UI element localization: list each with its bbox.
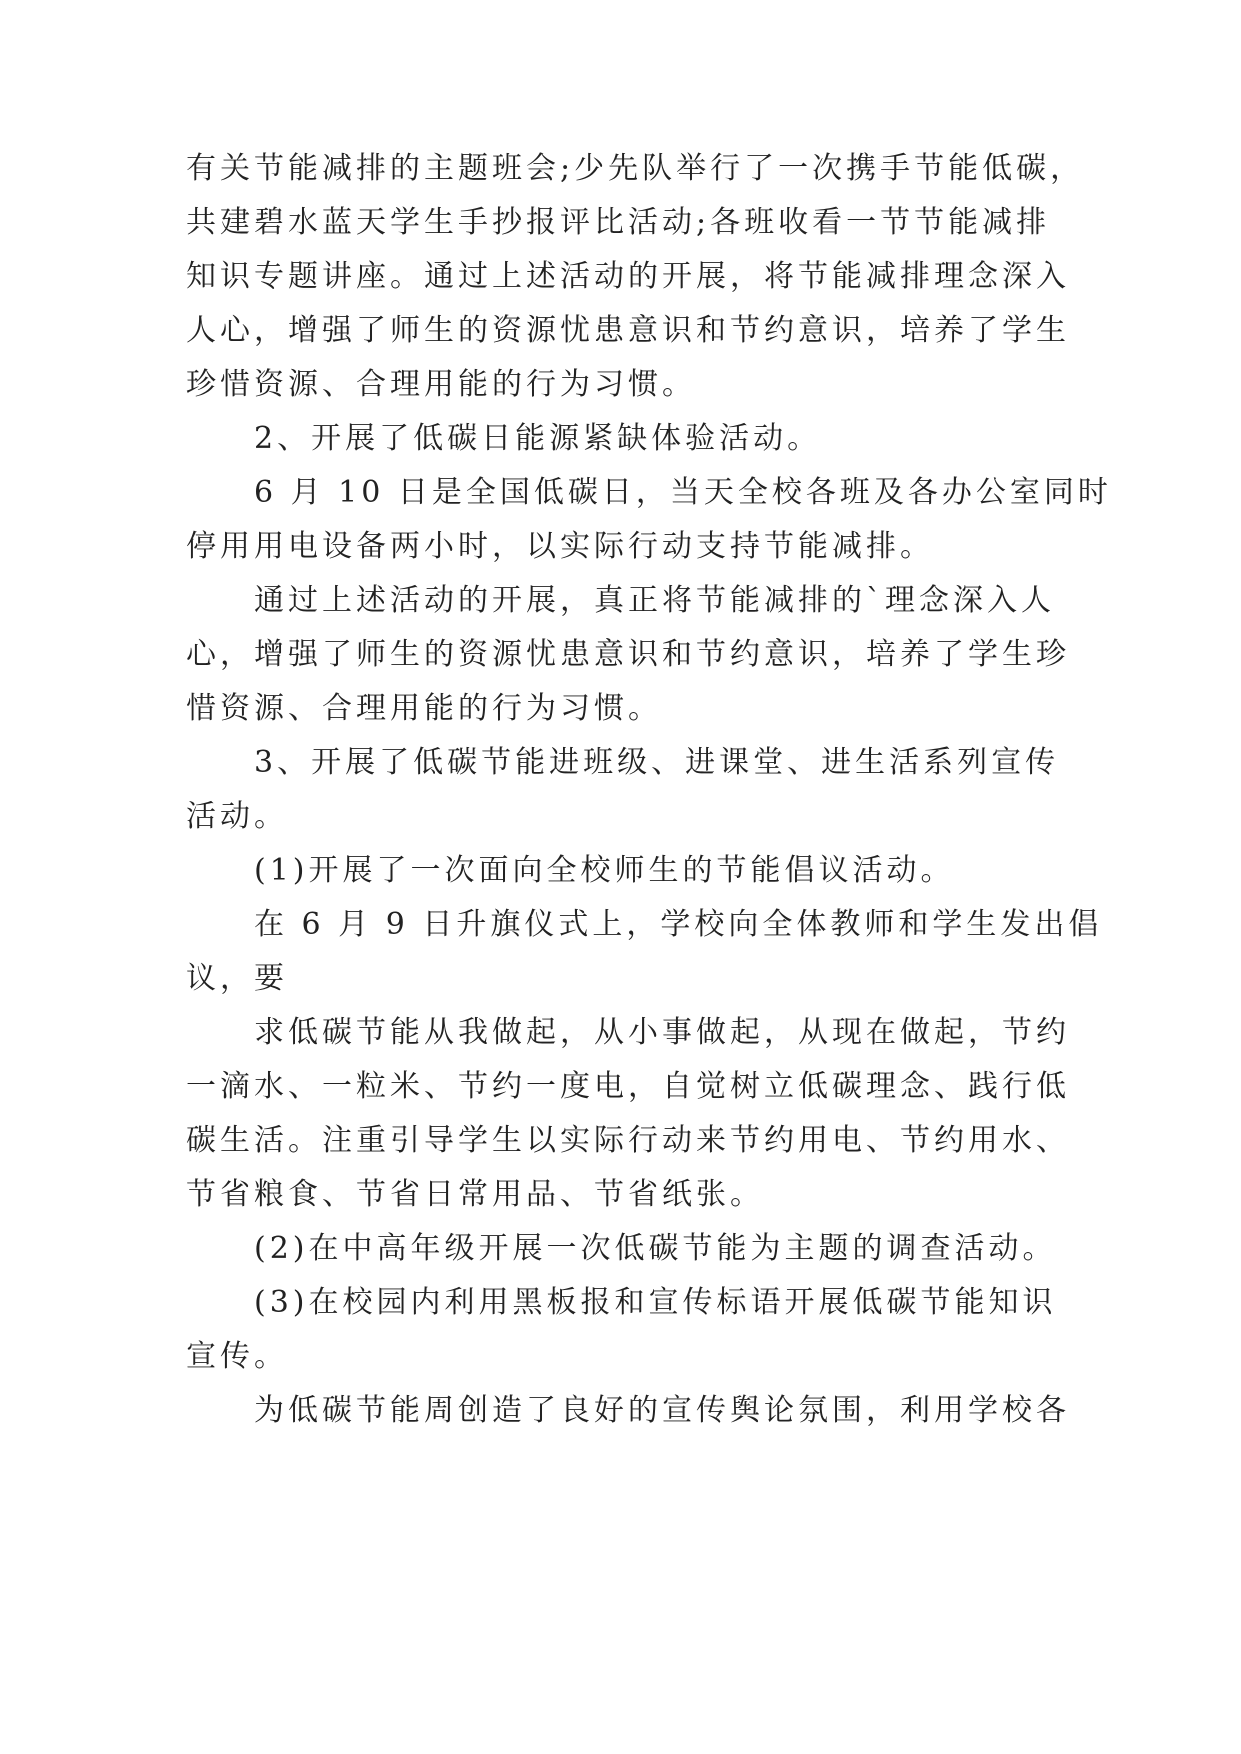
text-line: 心，增强了师生的资源忧患意识和节约意识，培养了学生珍: [186, 637, 1070, 672]
text-line: 6 月 10 日是全国低碳日，当天全校各班及各办公室同时: [254, 475, 1112, 510]
text-line: (3)在校园内利用黑板报和宣传标语开展低碳节能知识: [254, 1285, 1057, 1320]
text-line: 节省粮食、节省日常用品、节省纸张。: [186, 1177, 764, 1212]
text-line: 停用用电设备两小时，以实际行动支持节能减排。: [186, 529, 934, 564]
text-line: 议，要: [186, 961, 288, 996]
text-line: 3、开展了低碳节能进班级、进课堂、进生活系列宣传: [254, 745, 1060, 780]
text-line: 惜资源、合理用能的行为习惯。: [186, 691, 662, 726]
text-line: 通过上述活动的开展，真正将节能减排的`理念深入人: [254, 583, 1055, 618]
text-line: (1)开展了一次面向全校师生的节能倡议活动。: [254, 853, 955, 888]
text-line: 知识专题讲座。通过上述活动的开展，将节能减排理念深入: [186, 259, 1070, 294]
text-line: 求低碳节能从我做起，从小事做起，从现在做起，节约: [254, 1015, 1070, 1050]
text-line: 活动。: [186, 799, 288, 834]
text-line: (2)在中高年级开展一次低碳节能为主题的调查活动。: [254, 1231, 1057, 1266]
text-line: 在 6 月 9 日升旗仪式上，学校向全体教师和学生发出倡: [254, 907, 1103, 942]
text-line: 人心，增强了师生的资源忧患意识和节约意识，培养了学生: [186, 313, 1070, 348]
text-line: 有关节能减排的主题班会;少先队举行了一次携手节能低碳，: [186, 151, 1085, 186]
text-line: 为低碳节能周创造了良好的宣传舆论氛围，利用学校各: [254, 1393, 1070, 1428]
text-line: 宣传。: [186, 1339, 288, 1374]
text-line: 碳生活。注重引导学生以实际行动来节约用电、节约用水、: [186, 1123, 1070, 1158]
text-line: 一滴水、一粒米、节约一度电，自觉树立低碳理念、践行低: [186, 1069, 1070, 1104]
text-line: 共建碧水蓝天学生手抄报评比活动;各班收看一节节能减排: [186, 205, 1051, 240]
text-line: 珍惜资源、合理用能的行为习惯。: [186, 367, 696, 402]
text-line: 2、开展了低碳日能源紧缺体验活动。: [254, 421, 822, 456]
